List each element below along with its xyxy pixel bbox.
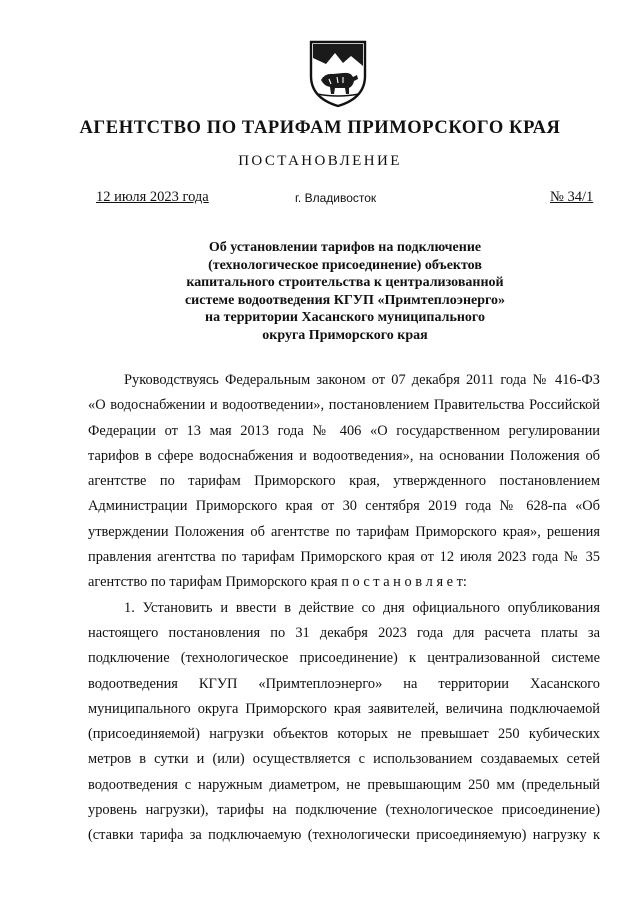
body-line: утверждении Положения об агентстве по тарифам Приморского края», решения — [88, 523, 600, 540]
document-subject — [120, 239, 570, 344]
body-line: «О водоснабжении и водоотведении», постановлением Правительства Российской — [88, 397, 600, 414]
document-date: 12 июля 2023 года — [96, 189, 209, 205]
document-body — [88, 368, 600, 849]
subject-line: на территории Хасанского муниципального — [205, 310, 485, 325]
coat-of-arms-icon — [307, 36, 369, 108]
body-line: водоотведения с наружным диаметром, не превышающим 250 мм (предельный — [88, 776, 600, 793]
subject-line: капитального строительства к централизованной — [186, 275, 504, 290]
agency-title: АГЕНТСТВО ПО ТАРИФАМ ПРИМОРСКОГО КРАЯ — [79, 118, 561, 138]
body-line: настоящего постановления по 31 декабря 2023 года для расчета платы за — [88, 624, 600, 641]
body-line: 1. Установить и ввести в действие со дня официального опубликования — [124, 599, 600, 616]
body-line: агентстве по тарифам Приморского края, утвержденного постановлением — [88, 473, 600, 490]
subject-line: Об установлении тарифов на подключение — [208, 240, 482, 255]
body-line: уровень нагрузки), тарифы на подключение (технологическое присоединение) — [88, 802, 600, 819]
body-line: тарифов в сфере водоснабжения и водоотведения», на основании Положения об — [88, 447, 600, 464]
body-line: (ставки тарифа за подключаемую (технологически присоединяемую) нагрузку к — [88, 827, 600, 844]
document-type: ПОСТАНОВЛЕНИЕ — [238, 153, 402, 169]
body-line: Руководствуясь Федеральным законом от 07 декабря 2011 года № 416-ФЗ — [124, 372, 600, 388]
subject-line: округа Приморского края — [262, 327, 428, 343]
subject-line: системе водоотведения КГУП «Примтеплоэнерго» — [184, 292, 506, 308]
body-line: Администрации Приморского края от 30 сентября 2019 года № 628-па «Об — [88, 498, 600, 515]
body-line: (присоединяемой) нагрузки объектов которых не превышает 250 кубических — [88, 726, 600, 743]
body-line: агентство по тарифам Приморского края п о с т а н о в л я е т: — [88, 574, 467, 591]
body-line: муниципального округа Приморского края заявителей, величина подключаемой — [88, 700, 600, 717]
document-city: г. Владивосток — [295, 191, 377, 205]
body-line: Федерации от 13 мая 2013 года № 406 «О государственном регулировании — [88, 422, 600, 439]
body-line: водоотведения КГУП «Примтеплоэнерго» на территории Хасанского — [88, 675, 600, 692]
document-number: № 34/1 — [550, 189, 594, 205]
subject-line: (технологическое присоединение) объектов — [208, 257, 482, 273]
body-line: подключение (технологическое присоединение) к централизованной системе — [88, 650, 600, 667]
body-line: правления агентства по тарифам Приморского края от 12 июля 2023 года № 35 — [88, 549, 600, 566]
body-line: метров в сутки и (или) осуществляется с использованием создаваемых сетей — [88, 751, 600, 768]
